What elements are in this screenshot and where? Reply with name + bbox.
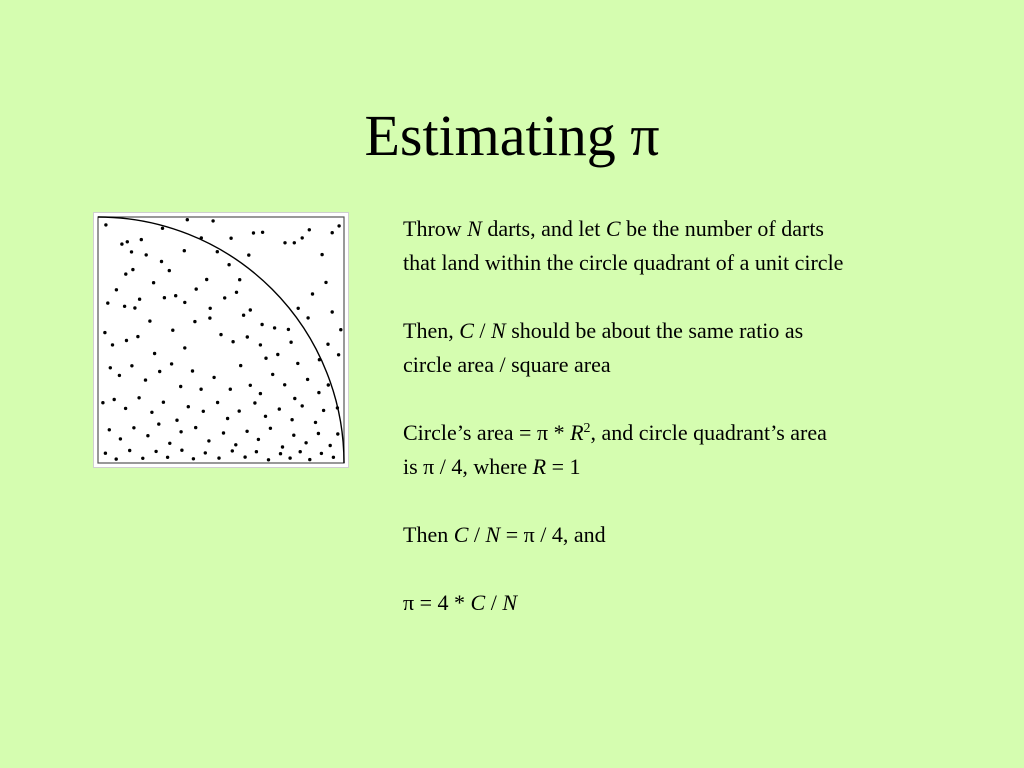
dart-point — [260, 323, 263, 326]
dart-point — [183, 346, 186, 349]
dart-point — [318, 358, 321, 361]
paragraph-circle-area — [403, 416, 1003, 484]
text-run: / — [485, 590, 503, 615]
dart-point — [322, 409, 325, 412]
text-run: is π / 4, where — [403, 454, 533, 479]
text-run: , and circle quadrant’s area — [590, 420, 827, 445]
dart-point — [130, 250, 133, 253]
text-run: = π / 4, and — [500, 522, 606, 547]
dart-point — [133, 306, 136, 309]
dart-point — [166, 456, 169, 459]
dart-point — [279, 452, 282, 455]
dart-point — [137, 396, 140, 399]
dart-point — [297, 307, 300, 310]
dart-point — [186, 218, 189, 221]
dart-point — [108, 428, 111, 431]
dart-point — [238, 278, 241, 281]
dart-point — [141, 457, 144, 460]
dart-point — [317, 432, 320, 435]
dart-point — [179, 385, 182, 388]
dart-point — [125, 339, 128, 342]
var-n: N — [502, 590, 518, 615]
dart-point — [320, 452, 323, 455]
dart-point — [290, 418, 293, 421]
dart-point — [194, 426, 197, 429]
dart-point — [301, 404, 304, 407]
dart-point — [128, 449, 131, 452]
dart-point — [209, 307, 212, 310]
text-run: Throw — [403, 216, 468, 241]
dart-point — [269, 427, 272, 430]
dart-point — [179, 430, 182, 433]
dart-point — [124, 272, 127, 275]
dart-point — [264, 357, 267, 360]
dart-point — [195, 287, 198, 290]
dart-point — [278, 407, 281, 410]
dart-point — [124, 407, 127, 410]
dart-point — [109, 366, 112, 369]
paragraph-ratio — [403, 314, 1003, 382]
dart-point — [148, 319, 151, 322]
var-c: C — [459, 318, 474, 343]
dart-point — [329, 444, 332, 447]
dart-point — [115, 457, 118, 460]
var-n: N — [491, 318, 506, 343]
dart-point — [247, 253, 250, 256]
dart-point — [317, 391, 320, 394]
dart-point — [223, 296, 226, 299]
dart-point — [227, 263, 230, 266]
dart-point — [259, 343, 262, 346]
dart-point — [104, 223, 107, 226]
dart-point — [267, 458, 270, 461]
dart-point — [288, 456, 291, 459]
dart-point — [204, 451, 207, 454]
text-line — [403, 586, 1003, 620]
dart-point — [163, 296, 166, 299]
text-line — [403, 450, 1003, 484]
dart-point — [138, 298, 141, 301]
text-line — [403, 314, 1003, 348]
text-run: should be about the same ratio as — [505, 318, 804, 343]
dart-point — [287, 328, 290, 331]
dart-point — [208, 316, 211, 319]
dart-point — [216, 250, 219, 253]
dart-point — [292, 434, 295, 437]
dart-point — [245, 430, 248, 433]
dart-point — [293, 241, 296, 244]
dart-point — [217, 456, 220, 459]
paragraph-pi-formula — [403, 586, 1003, 620]
dart-point — [306, 378, 309, 381]
dart-point — [229, 237, 232, 240]
dart-point — [119, 437, 122, 440]
text-run: = 1 — [546, 454, 581, 479]
dart-point — [115, 288, 118, 291]
dart-point — [283, 383, 286, 386]
dart-point — [175, 419, 178, 422]
dart-point — [276, 353, 279, 356]
dart-point — [308, 228, 311, 231]
dart-point — [331, 231, 334, 234]
dart-point — [339, 328, 342, 331]
dart-point — [239, 364, 242, 367]
dart-point — [257, 438, 260, 441]
dart-point — [101, 401, 104, 404]
dart-point — [271, 373, 274, 376]
dart-point — [154, 450, 157, 453]
dart-point — [337, 353, 340, 356]
dart-point — [136, 335, 139, 338]
dart-point — [306, 316, 309, 319]
dart-point — [216, 401, 219, 404]
paragraph-then — [403, 518, 1003, 552]
text-line: that land within the circle quadrant of a unit circle — [403, 250, 844, 275]
dart-point — [183, 249, 186, 252]
dart-point — [158, 370, 161, 373]
dart-point — [106, 301, 109, 304]
dart-point — [293, 397, 296, 400]
var-n: N — [467, 216, 482, 241]
dart-point — [242, 314, 245, 317]
dart-point — [301, 236, 304, 239]
var-c: C — [605, 216, 621, 241]
dart-point — [226, 417, 229, 420]
dart-point — [180, 449, 183, 452]
dart-point — [336, 406, 339, 409]
dart-point — [118, 374, 121, 377]
dart-point — [324, 281, 327, 284]
text-line: circle area / square area — [403, 352, 611, 377]
slide-title: Estimating π — [364, 103, 660, 168]
var-r: R — [570, 420, 584, 445]
dart-point — [234, 443, 237, 446]
dart-point — [249, 384, 252, 387]
dart-point — [191, 369, 194, 372]
dart-point — [281, 445, 284, 448]
dart-point — [299, 450, 302, 453]
text-line — [403, 212, 1003, 246]
dart-point — [235, 291, 238, 294]
dart-point — [336, 432, 339, 435]
dart-point — [193, 320, 196, 323]
paragraph-throw-darts — [403, 212, 1003, 280]
dart-point — [243, 455, 246, 458]
dart-point — [231, 340, 234, 343]
dart-point — [168, 442, 171, 445]
dart-board-svg — [93, 212, 349, 468]
dart-point — [231, 449, 234, 452]
dart-board-figure — [93, 212, 349, 468]
dart-point — [261, 231, 264, 234]
dart-point — [205, 278, 208, 281]
dart-point — [327, 383, 330, 386]
dart-point — [314, 421, 317, 424]
dart-point — [170, 362, 173, 365]
dart-point — [130, 364, 133, 367]
dart-point — [259, 392, 262, 395]
dart-point — [212, 376, 215, 379]
dart-point — [199, 388, 202, 391]
var-c: C — [470, 590, 486, 615]
dart-point — [249, 308, 252, 311]
dart-point — [331, 310, 334, 313]
var-n: N — [485, 522, 501, 547]
dart-point — [126, 240, 129, 243]
dart-point — [153, 352, 156, 355]
dart-point — [332, 456, 335, 459]
text-run: Circle’s area = π * — [403, 420, 571, 445]
dart-point — [252, 231, 255, 234]
dart-point — [207, 439, 210, 442]
dart-point — [104, 452, 107, 455]
dart-point — [174, 294, 177, 297]
dart-point — [219, 333, 222, 336]
dart-point — [255, 450, 258, 453]
dart-point — [131, 268, 134, 271]
dart-point — [308, 458, 311, 461]
dart-point — [296, 362, 299, 365]
dart-point — [113, 398, 116, 401]
text-run: π = 4 * — [403, 590, 471, 615]
dart-point — [246, 335, 249, 338]
dart-point — [160, 260, 163, 263]
exponent: 2 — [583, 421, 591, 436]
var-r: R — [532, 454, 547, 479]
dart-point — [192, 457, 195, 460]
dart-point — [311, 292, 314, 295]
dart-point — [168, 269, 171, 272]
dart-point — [202, 410, 205, 413]
dart-point — [120, 242, 123, 245]
dart-point — [238, 409, 241, 412]
text-line — [403, 518, 1003, 552]
text-line — [403, 416, 1003, 450]
text-run: be the number of darts — [620, 216, 824, 241]
dart-point — [145, 253, 148, 256]
dart-point — [304, 441, 307, 444]
dart-point — [229, 388, 232, 391]
dart-point — [140, 238, 143, 241]
dart-point — [283, 241, 286, 244]
dart-point — [152, 281, 155, 284]
dart-point — [222, 431, 225, 434]
text-run: Then, — [403, 318, 460, 343]
dart-point — [144, 378, 147, 381]
dart-point — [320, 253, 323, 256]
dart-point — [337, 224, 340, 227]
dart-point — [211, 219, 214, 222]
text-run: / — [468, 522, 486, 547]
dart-point — [289, 341, 292, 344]
dart-point — [161, 227, 164, 230]
dart-point — [111, 343, 114, 346]
dart-point — [264, 415, 267, 418]
dart-point — [157, 422, 160, 425]
var-c: C — [453, 522, 469, 547]
dart-point — [150, 411, 153, 414]
text-run: Then — [403, 522, 454, 547]
unit-square — [98, 217, 344, 463]
text-run: / — [473, 318, 492, 343]
explanation-text — [403, 212, 1003, 654]
dart-point — [132, 426, 135, 429]
dart-point — [123, 305, 126, 308]
dart-point — [183, 301, 186, 304]
dart-point — [273, 326, 276, 329]
dart-point — [162, 401, 165, 404]
dart-point — [171, 329, 174, 332]
dart-point — [103, 331, 106, 334]
dart-point — [146, 434, 149, 437]
dart-point — [200, 236, 203, 239]
dart-point — [187, 405, 190, 408]
text-run: darts, and let — [481, 216, 606, 241]
dart-point — [326, 343, 329, 346]
dart-point — [253, 401, 256, 404]
